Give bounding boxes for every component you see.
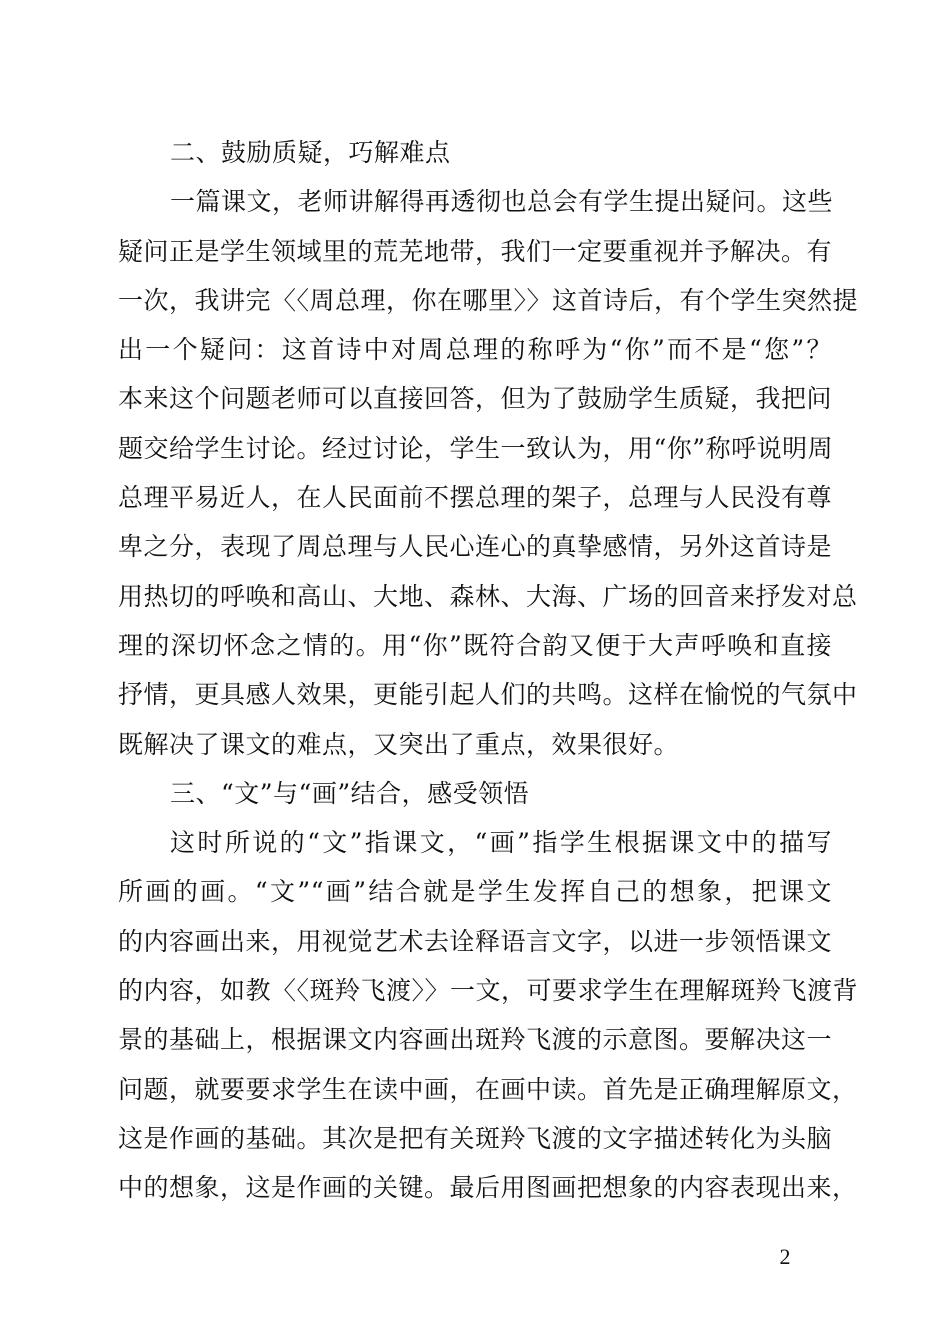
paragraph-line: 卑之分，表现了周总理与人民心连心的真挚感情，另外这首诗是 [118, 532, 833, 562]
paragraph-line: 中的想象，这是作画的关键。最后用图画把想象的内容表现出来， [118, 1173, 858, 1203]
paragraph-line: 问题，就要要求学生在读中画，在画中读。首先是正确理解原文， [118, 1074, 858, 1104]
page-number: 2 [779, 1244, 791, 1269]
paragraph-line: 本来这个问题老师可以直接回答，但为了鼓励学生质疑，我把问 [118, 384, 833, 414]
paragraph-line: 既解决了课文的难点，又突出了重点，效果很好。 [118, 729, 680, 759]
section-heading-3: 三、“文”与“画”结合，感受领悟 [170, 778, 530, 808]
paragraph-line: 一次，我讲完〈〈周总理，你在哪里〉〉这首诗后，有个学生突然提 [118, 285, 859, 315]
paragraph-line: 所画的画。“文”“画”结合就是学生发挥自己的想象，把课文 [118, 877, 832, 907]
document-body [118, 128, 859, 1213]
paragraph-2 [118, 818, 859, 1212]
paragraph-line: 的内容，如教〈〈斑羚飞渡〉〉一文，可要求学生在理解斑羚飞渡背 [118, 976, 859, 1006]
paragraph-line: 题交给学生讨论。经过讨论，学生一致认为，用“你”称呼说明周 [118, 433, 834, 463]
paragraph-line: 这是作画的基础。其次是把有关斑羚飞渡的文字描述转化为头脑 [118, 1123, 833, 1153]
paragraph-line: 用热切的呼唤和高山、大地、森林、大海、广场的回音来抒发对总 [118, 581, 858, 611]
paragraph-line: 出一个疑问：这首诗中对周总理的称呼为“你”而不是“您”？ [118, 335, 832, 365]
paragraph-line: 抒情，更具感人效果，更能引起人们的共鸣。这样在愉悦的气氛中 [118, 680, 858, 710]
paragraph-line: 这时所说的“文”指课文，“画”指学生根据课文中的描写 [170, 828, 832, 858]
paragraph-line: 的内容画出来，用视觉艺术去诠释语言文字，以进一步领悟课文 [118, 926, 833, 956]
paragraph-line: 总理平易近人，在人民面前不摆总理的架子，总理与人民没有尊 [118, 483, 833, 513]
paragraph-line: 理的深切怀念之情的。用“你”既符合韵又便于大声呼唤和直接 [118, 630, 832, 660]
paragraph-line: 景的基础上，根据课文内容画出斑羚飞渡的示意图。要解决这一 [118, 1025, 833, 1055]
section-heading-2: 二、鼓励质疑，巧解难点 [170, 138, 451, 167]
paragraph-line: 疑问正是学生领域里的荒芜地带，我们一定要重视并予解决。有 [118, 236, 833, 266]
paragraph-line: 一篇课文，老师讲解得再透彻也总会有学生提出疑问。这些 [170, 187, 834, 217]
paragraph-1 [118, 177, 859, 769]
